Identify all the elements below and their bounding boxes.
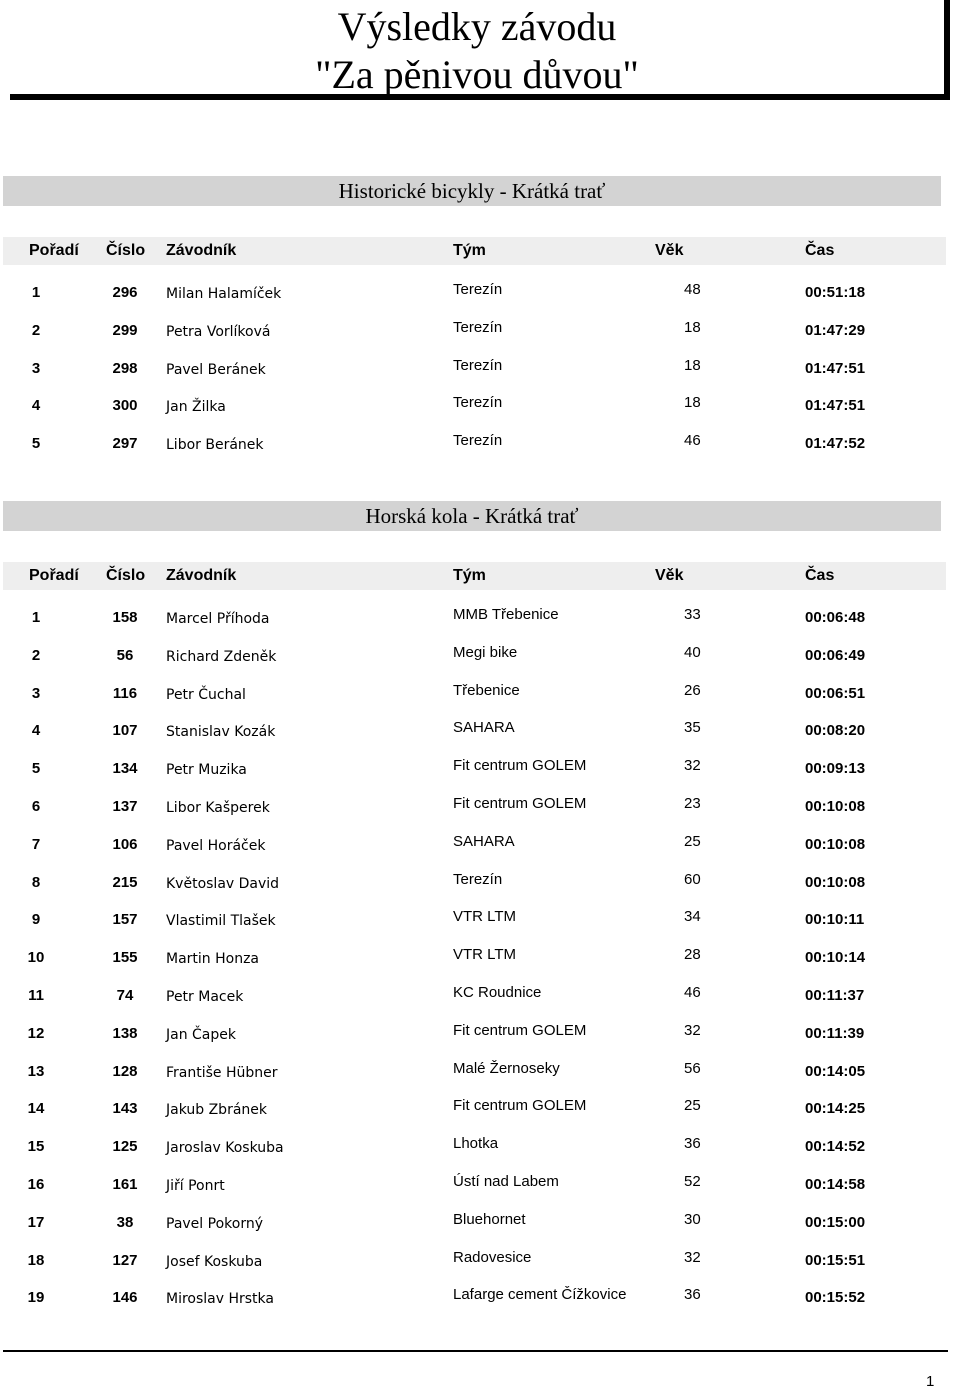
cell-number: 138: [112, 1024, 138, 1042]
table-row: [0, 1168, 960, 1206]
cell-age: 35: [684, 719, 701, 737]
cell-racer: Jaroslav Koskuba: [166, 1140, 284, 1157]
table-row: [0, 389, 960, 427]
header-number: Číslo: [106, 242, 146, 259]
table-row: [0, 828, 960, 866]
cell-number: 56: [116, 646, 134, 664]
cell-team: SAHARA: [453, 719, 515, 737]
cell-number: 116: [112, 684, 138, 702]
cell-age: 46: [684, 432, 701, 450]
cell-time: 00:15:00: [805, 1213, 866, 1231]
cell-team: SAHARA: [453, 832, 515, 850]
cell-time: 00:08:20: [805, 722, 866, 740]
cell-age: 56: [684, 1059, 701, 1077]
cell-age: 36: [684, 1135, 701, 1153]
cell-rank: 2: [31, 646, 41, 664]
table-header-historic: [3, 237, 946, 265]
cell-age: 26: [684, 681, 701, 699]
cell-age: 25: [684, 832, 701, 850]
table-row: [0, 752, 960, 790]
cell-team: Terezín: [453, 870, 503, 888]
cell-number: 155: [112, 949, 138, 967]
cell-number: 127: [112, 1251, 138, 1269]
cell-racer: Petr Macek: [166, 989, 244, 1005]
header-age: Věk: [655, 567, 684, 584]
cell-team: Lhotka: [453, 1135, 499, 1153]
cell-racer: Josef Koskuba: [166, 1253, 263, 1270]
cell-time: 00:51:18: [805, 284, 866, 301]
cell-age: 46: [684, 984, 701, 1001]
cell-team: Terezín: [453, 318, 503, 336]
cell-racer: Libor Kašperek: [166, 800, 270, 816]
table-row: [0, 1092, 960, 1130]
cell-team: Ústí nad Labem: [453, 1173, 559, 1190]
cell-time: 00:06:51: [805, 684, 866, 702]
cell-time: 00:15:52: [805, 1289, 866, 1307]
table-row: [0, 790, 960, 828]
cell-number: 215: [112, 873, 138, 891]
cell-rank: 3: [31, 359, 41, 377]
cell-rank: 19: [27, 1289, 45, 1307]
cell-rank: 8: [31, 873, 41, 891]
cell-rank: 5: [31, 435, 41, 453]
cell-team: Bluehornet: [453, 1210, 526, 1228]
cell-time: 01:47:52: [805, 435, 866, 453]
cell-team: MMB Třebenice: [453, 606, 559, 623]
cell-rank: 18: [27, 1251, 45, 1269]
table-row: [0, 1206, 960, 1244]
cell-number: 107: [112, 722, 138, 740]
page-number: 1: [926, 1373, 935, 1390]
title-line-1: Výsledky závodu: [337, 4, 617, 49]
cell-rank: 5: [31, 760, 41, 778]
cell-number: 125: [112, 1138, 138, 1156]
cell-number: 158: [112, 609, 138, 626]
cell-number: 74: [116, 987, 134, 1004]
cell-racer: Pavel Horáček: [166, 837, 266, 854]
header-team: Tým: [453, 242, 486, 259]
table-row: [0, 639, 960, 677]
cell-racer: Stanislav Kozák: [166, 724, 276, 741]
cell-number: 143: [112, 1100, 138, 1118]
cell-rank: 15: [27, 1138, 45, 1156]
cell-team: KC Roudnice: [453, 984, 542, 1001]
cell-team: Fit centrum GOLEM: [453, 795, 587, 812]
cell-racer: Květoslav David: [166, 875, 280, 892]
cell-number: 38: [116, 1213, 134, 1231]
header-time: Čas: [805, 567, 835, 584]
cell-age: 36: [684, 1286, 701, 1304]
cell-number: 299: [112, 321, 138, 339]
cell-age: 25: [684, 1097, 701, 1115]
cell-team: Fit centrum GOLEM: [453, 1097, 587, 1115]
cell-time: 00:10:08: [805, 798, 866, 815]
header-rank: Pořadí: [29, 242, 79, 259]
cell-team: Fit centrum GOLEM: [453, 757, 587, 775]
header-rank: Pořadí: [29, 567, 79, 584]
cell-number: 106: [112, 835, 138, 853]
cell-team: VTR LTM: [453, 946, 517, 964]
table-row: [0, 677, 960, 715]
cell-racer: Richard Zdeněk: [166, 648, 277, 665]
header-age: Věk: [655, 242, 684, 259]
cell-time: 00:11:39: [805, 1024, 865, 1042]
cell-racer: Pavel Pokorný: [166, 1215, 263, 1232]
cell-racer: Libor Beránek: [166, 437, 264, 454]
cell-racer: Františe Hübner: [166, 1064, 278, 1081]
cell-racer: Miroslav Hrstka: [166, 1291, 274, 1308]
cell-number: 146: [112, 1289, 138, 1307]
cell-rank: 16: [27, 1176, 45, 1193]
cell-team: Terezín: [453, 432, 503, 450]
cell-rank: 2: [31, 321, 41, 339]
cell-time: 00:06:49: [805, 646, 866, 664]
cell-racer: Petr Čuchal: [166, 686, 246, 703]
table-row: [0, 314, 960, 352]
cell-number: 296: [112, 284, 138, 301]
cell-age: 23: [684, 795, 701, 812]
title-line-2: "Za pěnivou důvou": [315, 52, 639, 97]
cell-time: 01:47:51: [805, 359, 866, 377]
cell-rank: 11: [28, 987, 44, 1004]
cell-number: 128: [112, 1062, 138, 1080]
cell-rank: 10: [27, 949, 45, 967]
footer-divider: [3, 1350, 948, 1352]
cell-racer: Milan Halamíček: [166, 286, 282, 302]
cell-age: 52: [684, 1173, 701, 1190]
cell-team: Lafarge cement Čížkovice: [453, 1286, 627, 1304]
cell-age: 33: [684, 606, 701, 623]
cell-age: 28: [684, 946, 701, 964]
cell-team: Třebenice: [453, 681, 520, 699]
table-row: [0, 1244, 960, 1282]
cell-rank: 4: [31, 722, 41, 740]
cell-number: 137: [112, 798, 138, 815]
cell-age: 18: [684, 394, 701, 412]
cell-time: 00:10:08: [805, 835, 866, 853]
cell-age: 30: [684, 1210, 701, 1228]
cell-age: 48: [684, 281, 701, 298]
cell-time: 00:10:08: [805, 873, 866, 891]
cell-number: 134: [112, 760, 138, 778]
table-row: [0, 1017, 960, 1055]
cell-racer: Vlastimil Tlašek: [166, 913, 276, 930]
cell-number: 161: [112, 1176, 138, 1193]
table-row: [0, 1055, 960, 1093]
cell-team: VTR LTM: [453, 908, 517, 926]
cell-team: Malé Žernoseky: [453, 1059, 560, 1077]
header-number: Číslo: [106, 567, 146, 584]
table-row: [0, 979, 960, 1017]
cell-age: 32: [684, 1021, 701, 1039]
cell-rank: 17: [27, 1213, 45, 1231]
table-row: [0, 276, 960, 314]
cell-racer: Martin Honza: [166, 951, 260, 968]
cell-time: 00:09:13: [805, 760, 866, 778]
cell-time: 00:14:05: [805, 1062, 866, 1080]
cell-rank: 1: [31, 284, 41, 301]
table-row: [0, 903, 960, 941]
cell-time: 01:47:29: [805, 321, 866, 339]
cell-time: 00:14:52: [805, 1138, 866, 1156]
cell-time: 00:06:48: [805, 609, 866, 626]
cell-age: 18: [684, 356, 701, 374]
cell-racer: Marcel Příhoda: [166, 611, 270, 627]
table-row: [0, 352, 960, 390]
cell-rank: 7: [31, 835, 41, 853]
cell-age: 32: [684, 757, 701, 775]
table-row: [0, 941, 960, 979]
cell-rank: 1: [31, 609, 41, 626]
cell-team: Fit centrum GOLEM: [453, 1021, 587, 1039]
table-row: [0, 714, 960, 752]
table-row: [0, 866, 960, 904]
table-header-mtb: [3, 562, 946, 590]
cell-time: 00:14:58: [805, 1176, 866, 1193]
cell-rank: 13: [27, 1062, 45, 1080]
section-title-mtb: Horská kola - Krátká trať: [3, 501, 941, 531]
cell-time: 00:11:37: [805, 987, 865, 1004]
cell-team: Terezín: [453, 394, 503, 412]
table-row: [0, 1281, 960, 1319]
cell-time: 01:47:51: [805, 397, 866, 415]
header-time: Čas: [805, 242, 835, 259]
table-row: [0, 601, 960, 639]
cell-team: Terezín: [453, 281, 503, 298]
table-row: [0, 1130, 960, 1168]
cell-age: 40: [684, 643, 701, 661]
cell-racer: Petra Vorlíková: [166, 323, 271, 340]
cell-rank: 6: [31, 798, 41, 815]
cell-team: Megi bike: [453, 643, 518, 661]
cell-racer: Pavel Beránek: [166, 361, 266, 378]
cell-racer: Jiří Ponrt: [166, 1178, 225, 1194]
cell-racer: Petr Muzika: [166, 762, 247, 779]
document-title: [10, 0, 950, 100]
header-team: Tým: [453, 567, 486, 584]
cell-team: Radovesice: [453, 1248, 532, 1266]
cell-time: 00:15:51: [805, 1251, 866, 1269]
cell-rank: 3: [31, 684, 41, 702]
cell-time: 00:10:11: [805, 911, 865, 929]
cell-age: 60: [684, 870, 701, 888]
cell-time: 00:10:14: [805, 949, 866, 967]
cell-number: 157: [112, 911, 138, 929]
cell-number: 300: [112, 397, 138, 415]
cell-age: 18: [684, 318, 701, 336]
cell-age: 34: [684, 908, 701, 926]
cell-racer: Jan Žilka: [166, 399, 226, 416]
cell-rank: 4: [31, 397, 41, 415]
header-racer: Závodník: [166, 567, 237, 584]
cell-time: 00:14:25: [805, 1100, 866, 1118]
header-racer: Závodník: [166, 242, 237, 259]
cell-racer: Jan Čapek: [166, 1026, 236, 1043]
section-title-historic: Historické bicykly - Krátká trať: [3, 176, 941, 206]
cell-rank: 12: [27, 1024, 45, 1042]
cell-racer: Jakub Zbránek: [166, 1102, 268, 1119]
cell-age: 32: [684, 1248, 701, 1266]
table-row: [0, 427, 960, 465]
cell-rank: 9: [31, 911, 41, 929]
cell-rank: 14: [27, 1100, 45, 1118]
cell-team: Terezín: [453, 356, 503, 374]
cell-number: 297: [112, 435, 138, 453]
cell-number: 298: [112, 359, 138, 377]
